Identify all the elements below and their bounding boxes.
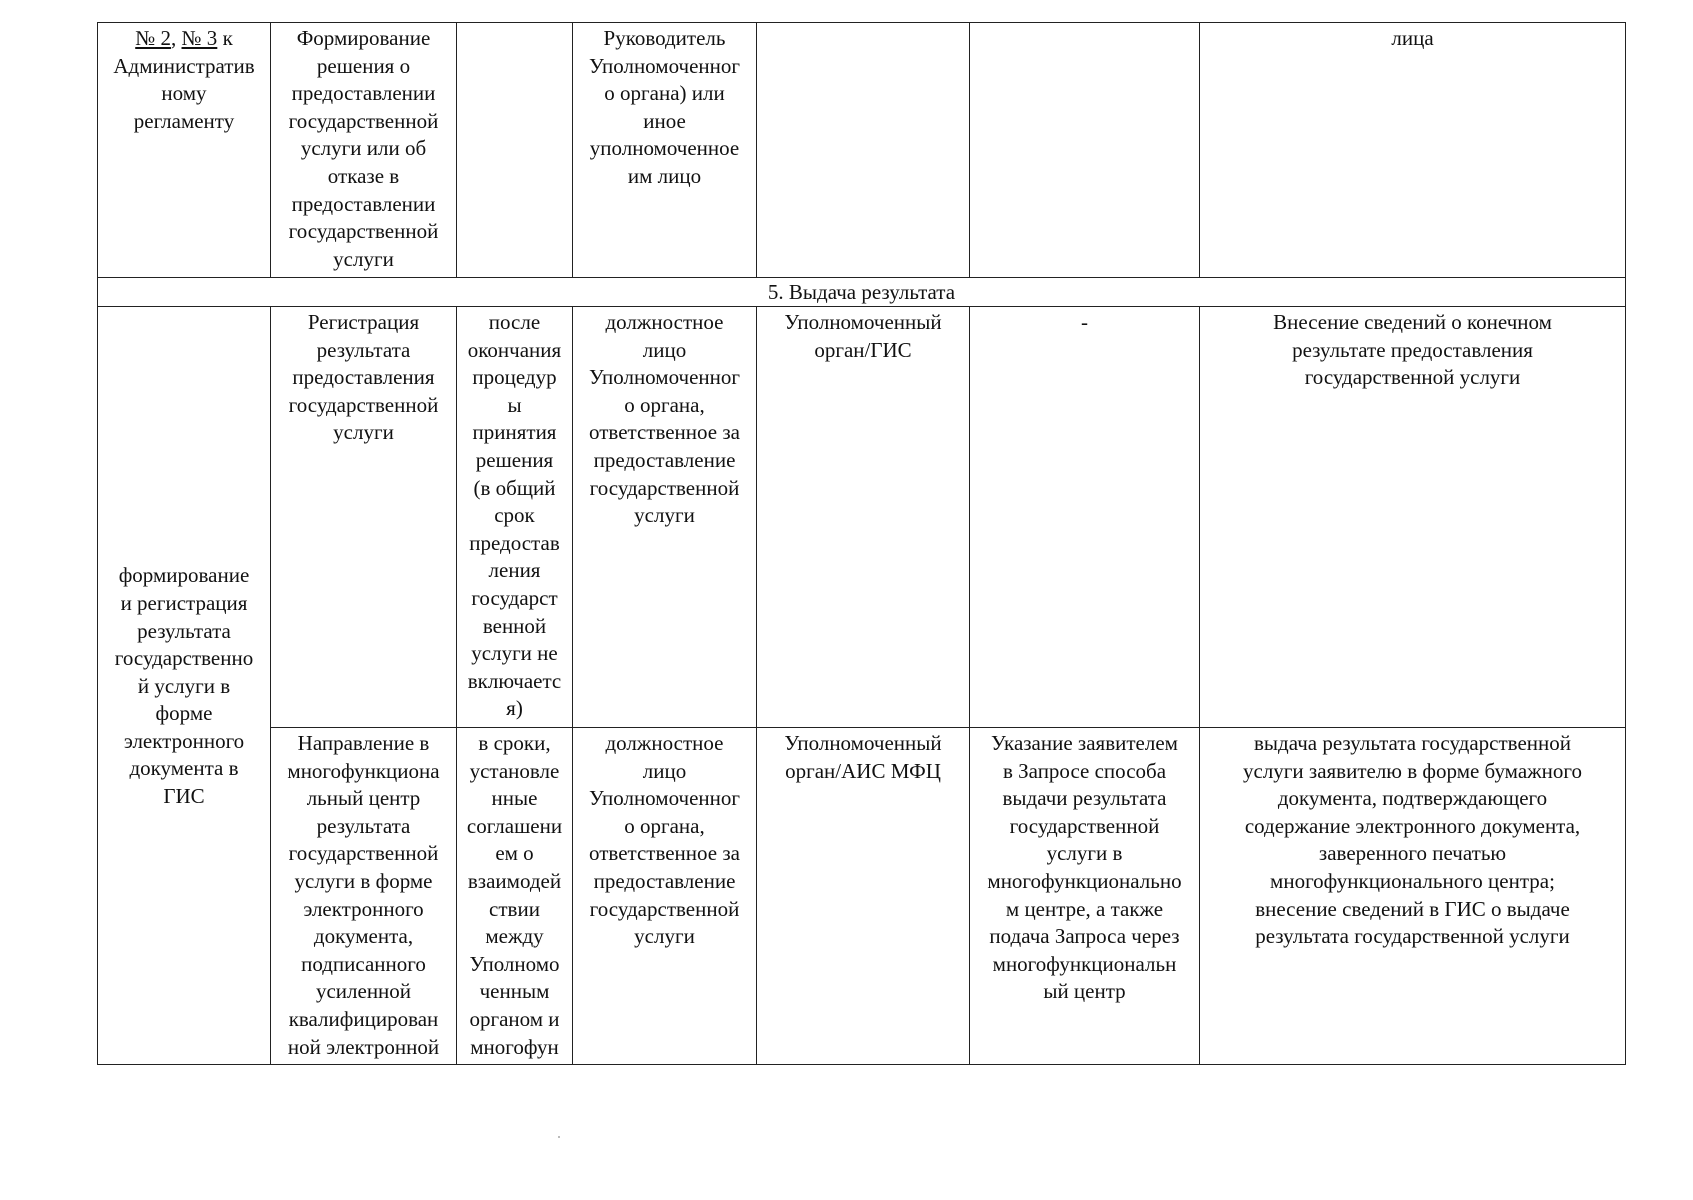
responsible-official-cell: должностное лицо Уполномоченног о органа, ответственное за предоставление государственной услуги [573, 307, 757, 728]
admin-action-cell: Формирование решения о предоставлении государственной услуги или об отказе в предоставлении государственной услуги [271, 23, 457, 278]
table-row [98, 728, 1626, 1065]
admin-action-cell: Направление в многофункциона льный центр результата государственной услуги в форме электронного документа, подписанного усиленной квалифицирован ной электронной [271, 728, 457, 1065]
procedure-basis-cell: формирование и регистрация результата государственно й услуги в форме электронного документа в ГИС [98, 307, 271, 1065]
appendix-ref-2: № 2 [135, 26, 172, 50]
result-cell: лица [1200, 23, 1626, 278]
responsible-official-cell: Руководитель Уполномоченног о органа) или иное уполномоченное им лицо [573, 23, 757, 278]
result-cell: выдача результата государственной услуги заявителю в форме бумажного документа, подтверждающего содержание электронного документа, заверенного печатью многофункционального центра; внесение сведений в ГИС о выдаче результата государственной услуги [1200, 728, 1626, 1065]
table-row [98, 23, 1626, 278]
procedure-table [97, 22, 1626, 1065]
system-cell [757, 23, 970, 278]
appendix-ref-separator: , [171, 26, 182, 50]
table-row [98, 307, 1626, 728]
system-cell: Уполномоченный орган/АИС МФЦ [757, 728, 970, 1065]
responsible-official-cell: должностное лицо Уполномоченног о органа, ответственное за предоставление государственной услуги [573, 728, 757, 1065]
decision-criteria-cell: - [970, 307, 1200, 728]
deadline-cell [457, 23, 573, 278]
section-row [98, 278, 1626, 307]
appendix-ref-text: к Административ ному регламенту [113, 26, 255, 133]
decision-criteria-cell: Указание заявителем в Запросе способа выдачи результата государственной услуги в многофункционально м центре, а также подача Запроса через многофункциональн ый центр [970, 728, 1200, 1065]
deadline-cell: после окончания процедур ы принятия решения (в общий срок предостав ления государст венной услуги не включаетс я) [457, 307, 573, 728]
deadline-cell: в сроки, установле нные соглашени ем о взаимодей ствии между Уполномо ченным органом и многофун [457, 728, 573, 1065]
scan-speck [558, 1136, 560, 1138]
section-title: 5. Выдача результата [98, 278, 1626, 307]
admin-action-cell: Регистрация результата предоставления государственной услуги [271, 307, 457, 728]
regulation-reference-cell [98, 23, 271, 278]
decision-criteria-cell [970, 23, 1200, 278]
result-cell: Внесение сведений о конечном результате предоставления государственной услуги [1200, 307, 1626, 728]
system-cell: Уполномоченный орган/ГИС [757, 307, 970, 728]
appendix-ref-3: № 3 [181, 26, 218, 50]
